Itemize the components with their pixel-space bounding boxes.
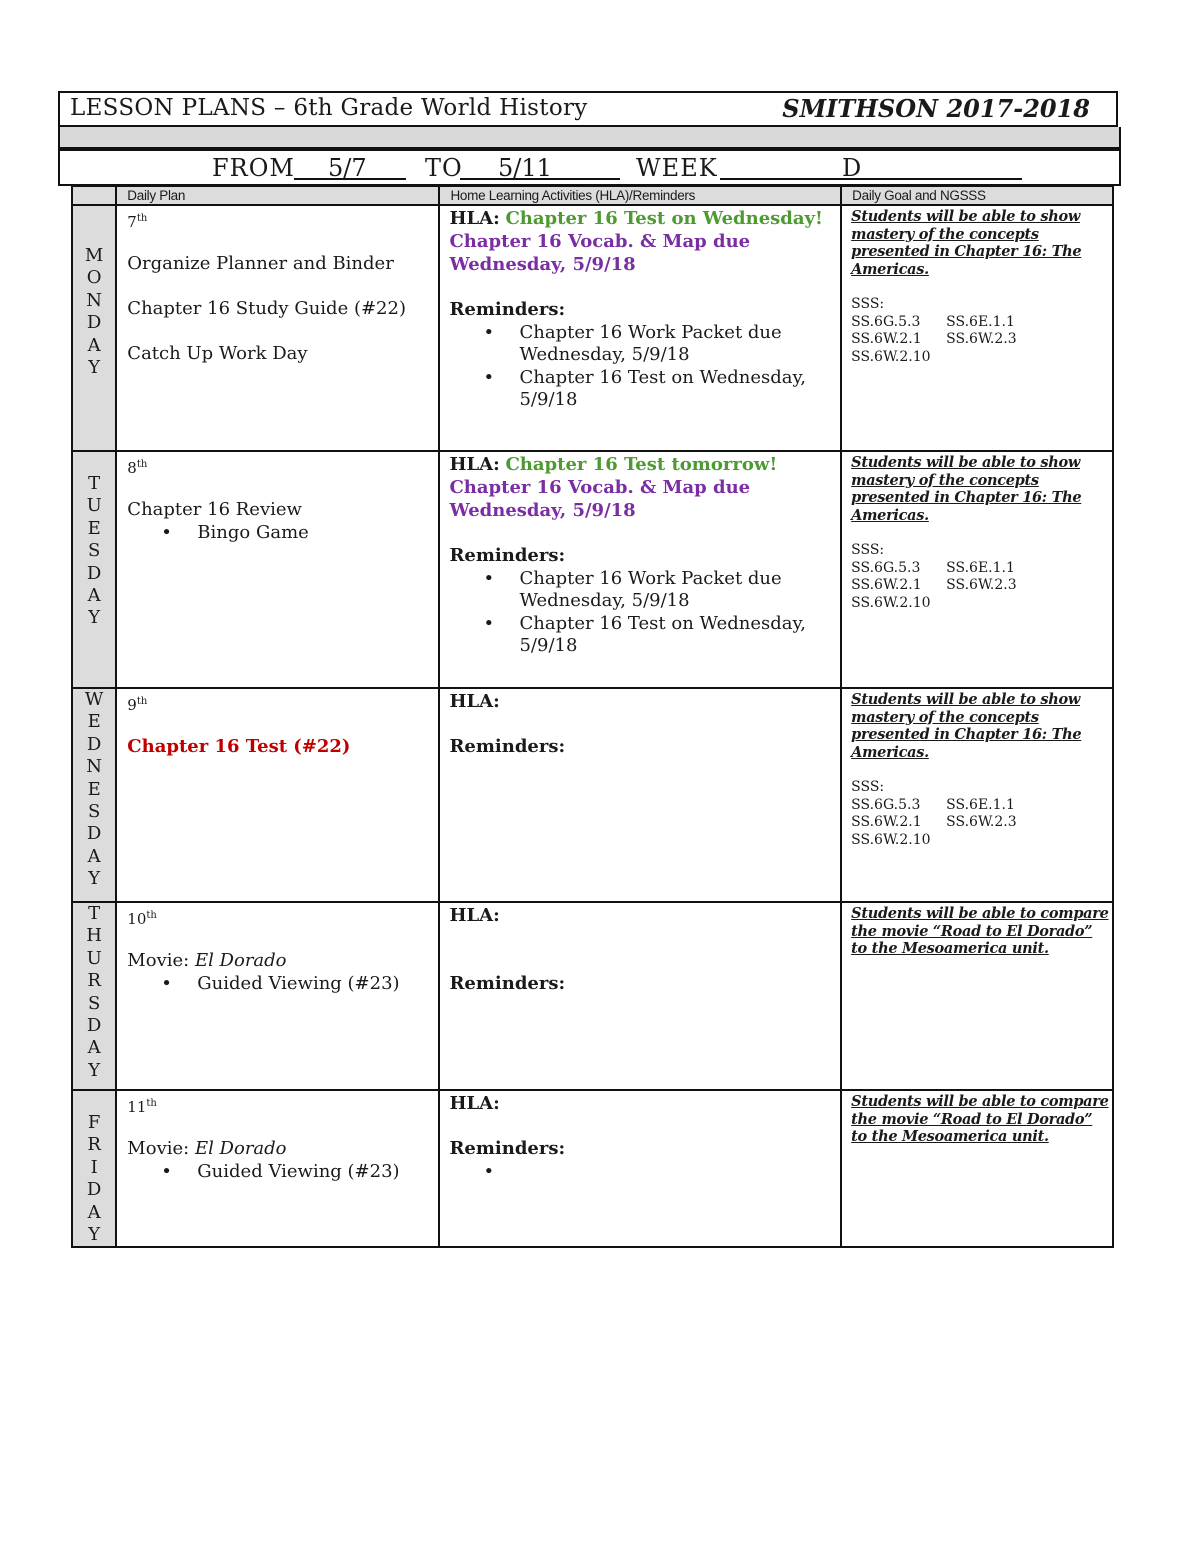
day-letter: S <box>87 540 101 562</box>
standard-code: SS.6W.2.1 <box>851 814 922 831</box>
reminders-label: Reminders: <box>449 545 566 567</box>
hla-label: HLA: <box>449 208 500 229</box>
day-cell-tuesday <box>72 451 116 688</box>
hla-vocab-date: Wednesday, 5/9/18 <box>449 253 636 275</box>
goal-cell <box>841 205 1113 451</box>
standard-code: SS.6E.1.1 <box>946 559 1015 576</box>
to-label: TO <box>425 154 463 182</box>
day-cell-wednesday <box>72 688 116 902</box>
date-number: 8th <box>127 459 148 477</box>
standard-code: SS.6G.5.3 <box>851 313 921 330</box>
plan-item: Movie: El Dorado <box>127 950 287 972</box>
movie-title: El Dorado <box>194 1138 287 1160</box>
day-letter: H <box>86 925 102 947</box>
reminder-item: • Chapter 16 Work Packet due Wednesday, 5/9/18 <box>449 322 840 367</box>
hla-column-header: Home Learning Activities (HLA)/Reminders <box>439 186 841 205</box>
day-letter: Y <box>88 1059 101 1081</box>
movie-title: El Dorado <box>194 950 287 972</box>
day-letter: T <box>88 473 101 494</box>
day-cell-monday <box>72 205 116 451</box>
plan-item: Catch Up Work Day <box>127 342 308 364</box>
day-letter: Y <box>88 607 101 629</box>
week-value: D <box>842 154 862 182</box>
header-divider-band <box>58 127 1121 149</box>
hla-cell <box>439 451 841 688</box>
column-header-row <box>72 186 1113 205</box>
hla-test-notice: Chapter 16 Test on Wednesday! <box>505 208 823 229</box>
hla-label: HLA: <box>449 454 500 475</box>
sss-label: SSS: <box>851 778 885 795</box>
standard-code: SS.6W.2.3 <box>946 331 1017 348</box>
header-title-row <box>58 91 1118 127</box>
hla-label: HLA: <box>449 1093 500 1114</box>
day-column-header <box>72 186 116 205</box>
standard-code: SS.6G.5.3 <box>851 796 921 813</box>
plan-bullet-item: • Bingo Game <box>127 522 438 544</box>
from-label: FROM <box>212 154 295 182</box>
hla-cell <box>439 688 841 902</box>
goal-cell <box>841 902 1113 1090</box>
standards-list <box>851 542 1112 613</box>
standard-code: SS.6E.1.1 <box>946 313 1015 330</box>
reminders-label: Reminders: <box>449 972 566 994</box>
from-value: 5/7 <box>328 154 367 182</box>
hla-test-notice: Chapter 16 Test tomorrow! <box>505 454 778 475</box>
reminder-item: • Chapter 16 Work Packet due Wednesday, 5/9/18 <box>449 568 840 613</box>
day-letter: I <box>90 1156 98 1178</box>
table-row <box>72 902 1113 1090</box>
day-letter: A <box>87 845 101 867</box>
daily-goal: Students will be able to show mastery of the concepts presented in Chapter 16: The Americas. <box>851 208 1082 279</box>
standard-code: SS.6W.2.3 <box>946 814 1017 831</box>
plan-cell <box>116 205 439 451</box>
day-cell-friday <box>72 1090 116 1247</box>
day-letter: O <box>86 267 102 289</box>
plan-column-header: Daily Plan <box>116 186 439 205</box>
date-number: 9th <box>127 696 148 714</box>
plan-cell <box>116 688 439 902</box>
day-letter: D <box>86 1015 102 1037</box>
reminders-label: Reminders: <box>449 1138 566 1160</box>
standard-code: SS.6W.2.10 <box>851 594 931 611</box>
standard-code: SS.6W.2.10 <box>851 348 931 365</box>
test-plan-item: Chapter 16 Test (#22) <box>127 736 351 758</box>
day-name-vertical <box>73 903 115 1082</box>
day-letter: M <box>84 245 104 266</box>
standard-code: SS.6E.1.1 <box>946 796 1015 813</box>
plan-cell <box>116 902 439 1090</box>
standard-code: SS.6W.2.1 <box>851 577 922 594</box>
day-letter: A <box>87 1201 101 1223</box>
standard-code: SS.6W.2.3 <box>946 577 1017 594</box>
reminder-item-empty <box>449 1161 840 1183</box>
day-letter: D <box>86 733 102 755</box>
table-row <box>72 205 1113 451</box>
day-letter: U <box>86 495 102 517</box>
table-row <box>72 688 1113 902</box>
hla-vocab-due: Chapter 16 Vocab. & Map due <box>449 476 751 498</box>
hla-vocab-date: Wednesday, 5/9/18 <box>449 499 636 521</box>
day-name-vertical <box>73 206 115 379</box>
day-letter: Y <box>88 1224 101 1246</box>
day-letter: N <box>86 756 103 778</box>
table-row <box>72 1090 1113 1247</box>
day-letter: W <box>84 689 104 710</box>
reminders-label: Reminders: <box>449 299 566 321</box>
day-cell-thursday <box>72 902 116 1090</box>
goal-cell <box>841 688 1113 902</box>
day-letter: A <box>87 334 101 356</box>
plan-bullet-item: • Guided Viewing (#23) <box>127 973 438 995</box>
daily-goal: Students will be able to show mastery of the concepts presented in Chapter 16: The Americas. <box>851 691 1082 762</box>
day-letter: R <box>87 1134 101 1156</box>
plan-cell <box>116 1090 439 1247</box>
day-letter: U <box>86 947 102 969</box>
standard-code: SS.6G.5.3 <box>851 559 921 576</box>
week-underline <box>720 178 1022 180</box>
lesson-plan-table <box>71 185 1114 1248</box>
plan-item: Organize Planner and Binder <box>127 253 394 275</box>
plan-item: Movie: El Dorado <box>127 1138 287 1160</box>
day-letter: Y <box>88 357 101 379</box>
standard-code: SS.6W.2.1 <box>851 331 922 348</box>
hla-cell <box>439 205 841 451</box>
goal-column-header: Daily Goal and NGSSS <box>841 186 1113 205</box>
day-letter: T <box>88 903 101 924</box>
goal-cell <box>841 451 1113 688</box>
week-label: WEEK <box>636 154 718 182</box>
plan-item: Chapter 16 Study Guide (#22) <box>127 298 406 320</box>
hla-vocab-due: Chapter 16 Vocab. & Map due <box>449 230 751 252</box>
hla-label: HLA: <box>449 905 500 926</box>
day-letter: E <box>87 778 101 800</box>
day-letter: D <box>86 562 102 584</box>
day-letter: D <box>86 1179 102 1201</box>
reminders-label: Reminders: <box>449 736 566 758</box>
day-letter: D <box>86 823 102 845</box>
standards-list <box>851 296 1112 367</box>
teacher-year: SMITHSON 2017-2018 <box>782 94 1090 123</box>
standards-list <box>851 779 1112 850</box>
hla-cell <box>439 1090 841 1247</box>
day-letter: S <box>87 992 101 1014</box>
daily-goal: Students will be able to show mastery of the concepts presented in Chapter 16: The Americas. <box>851 454 1082 525</box>
hla-label: HLA: <box>449 691 500 712</box>
date-range-row <box>58 149 1121 186</box>
day-letter: E <box>87 517 101 539</box>
day-letter: E <box>87 711 101 733</box>
day-letter: R <box>87 970 101 992</box>
day-letter: A <box>87 585 101 607</box>
plan-item: Chapter 16 Review <box>127 499 302 521</box>
standard-code: SS.6W.2.10 <box>851 831 931 848</box>
date-number: 7th <box>127 213 148 231</box>
day-name-vertical <box>73 452 115 630</box>
day-name-vertical <box>73 689 115 891</box>
date-number: 11th <box>127 1098 157 1116</box>
day-letter: Y <box>88 868 101 890</box>
hla-cell <box>439 902 841 1090</box>
to-value: 5/11 <box>498 154 552 182</box>
table-row <box>72 451 1113 688</box>
reminder-item: • Chapter 16 Test on Wednesday, 5/9/18 <box>449 613 840 658</box>
daily-goal: Students will be able to compare the movie “Road to El Dorado” to the Mesoamerica unit. <box>851 1093 1109 1146</box>
reminder-item: • Chapter 16 Test on Wednesday, 5/9/18 <box>449 367 840 412</box>
page-title: LESSON PLANS – 6th Grade World History <box>70 95 588 121</box>
day-letter: A <box>87 1037 101 1059</box>
day-letter: S <box>87 801 101 823</box>
plan-bullet-item: • Guided Viewing (#23) <box>127 1161 438 1183</box>
daily-goal: Students will be able to compare the movie “Road to El Dorado” to the Mesoamerica unit. <box>851 905 1109 958</box>
sss-label: SSS: <box>851 295 885 312</box>
day-name-vertical <box>73 1091 115 1246</box>
plan-cell <box>116 451 439 688</box>
date-number: 10th <box>127 910 157 928</box>
goal-cell <box>841 1090 1113 1247</box>
day-letter: F <box>87 1112 101 1133</box>
sss-label: SSS: <box>851 541 885 558</box>
day-letter: N <box>86 289 103 311</box>
day-letter: D <box>86 312 102 334</box>
